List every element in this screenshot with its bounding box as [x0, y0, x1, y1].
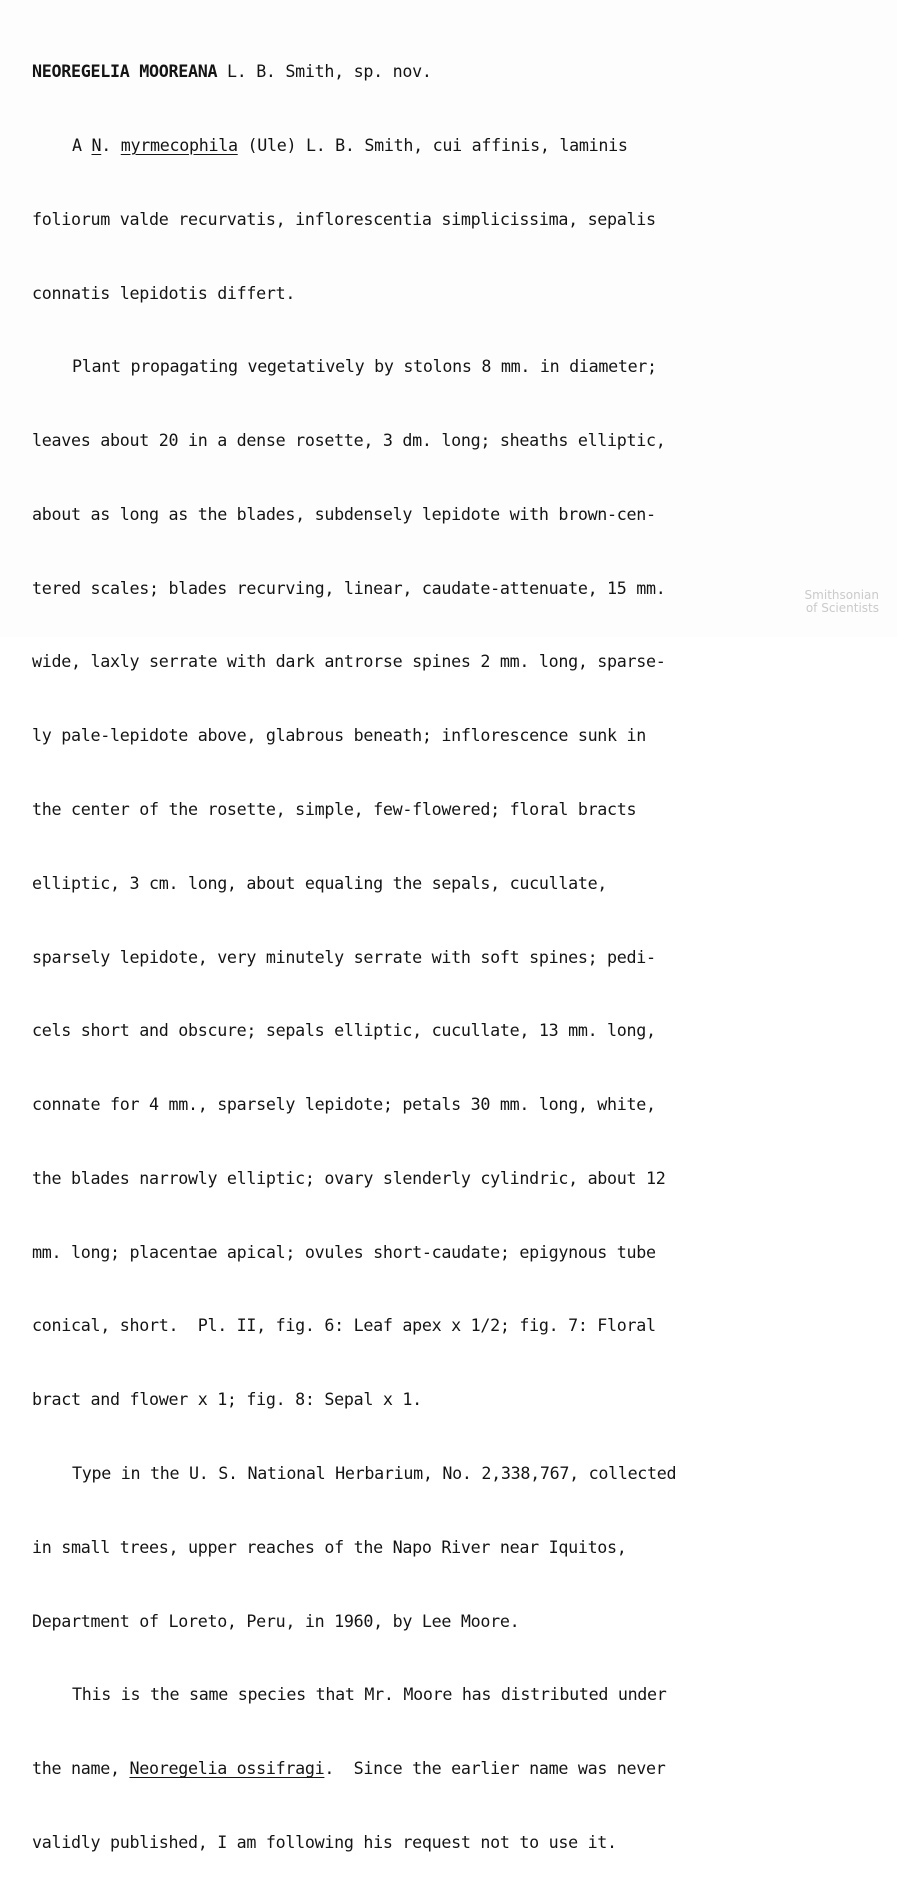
text-line: connatis lepidotis differt.: [32, 282, 296, 303]
species-synonym: Neoregelia ossifragi: [129, 1758, 325, 1779]
species-epithet: myrmecophila: [120, 134, 238, 155]
text-fragment: (Ule) L. B. Smith, cui affinis, laminis: [237, 134, 628, 155]
text-fragment: the name,: [32, 1758, 130, 1779]
text-fragment: .: [101, 134, 121, 155]
text-line: elliptic, 3 cm. long, about equaling the sepals, cucullate,: [32, 872, 608, 893]
watermark-line: Smithsonian: [804, 588, 879, 602]
text-line: mm. long; placentae apical; ovules short-caudate; epigynous tube: [32, 1241, 656, 1262]
text-line: leaves about 20 in a dense rosette, 3 dm. long; sheaths elliptic,: [32, 430, 666, 451]
watermark-line: of Scientists: [805, 601, 879, 615]
genus-abbrev: N: [91, 134, 102, 155]
text-line: the blades narrowly elliptic; ovary slenderly cylindric, about 12: [32, 1167, 666, 1188]
text-line: Department of Loreto, Peru, in 1960, by Lee Moore.: [32, 1610, 520, 1631]
watermark: [805, 589, 879, 615]
text-line: sparsely lepidote, very minutely serrate with soft spines; pedi-: [32, 946, 656, 967]
text-line: in small trees, upper reaches of the Napo River near Iquitos,: [32, 1536, 627, 1557]
text-line: [32, 133, 872, 158]
text-line: about as long as the blades, subdensely lepidote with brown-cen-: [32, 503, 656, 524]
text-fragment: A: [72, 134, 92, 155]
text-line: Type in the U. S. National Herbarium, No. 2,338,767, collected: [72, 1463, 677, 1484]
species-author: L. B. Smith, sp. nov.: [217, 61, 432, 82]
text-line: tered scales; blades recurving, linear, caudate-attenuate, 15 mm.: [32, 577, 666, 598]
species-description-text: [32, 10, 872, 1904]
text-line: Plant propagating vegetatively by stolons 8 mm. in diameter;: [72, 356, 657, 377]
text-line: cels short and obscure; sepals elliptic, cucullate, 13 mm. long,: [32, 1020, 656, 1041]
species-name-heading: NEOREGELIA MOOREANA: [32, 61, 218, 82]
text-line: validly published, I am following his request not to use it.: [32, 1831, 617, 1852]
text-line: foliorum valde recurvatis, inflorescentia simplicissima, sepalis: [32, 208, 656, 229]
text-line: [32, 1756, 872, 1781]
text-line: bract and flower x 1; fig. 8: Sepal x 1.: [32, 1389, 422, 1410]
text-line: [32, 59, 872, 84]
text-line: conical, short. Pl. II, fig. 6: Leaf apex x 1/2; fig. 7: Floral: [32, 1315, 656, 1336]
text-line: wide, laxly serrate with dark antrorse spines 2 mm. long, sparse-: [32, 651, 666, 672]
text-line: This is the same species that Mr. Moore has distributed under: [72, 1684, 667, 1705]
text-line: the center of the rosette, simple, few-flowered; floral bracts: [32, 799, 637, 819]
text-line: ly pale-lepidote above, glabrous beneath; inflorescence sunk in: [32, 725, 647, 746]
text-fragment: . Since the earlier name was never: [324, 1758, 666, 1779]
text-line: connate for 4 mm., sparsely lepidote; petals 30 mm. long, white,: [32, 1094, 656, 1115]
